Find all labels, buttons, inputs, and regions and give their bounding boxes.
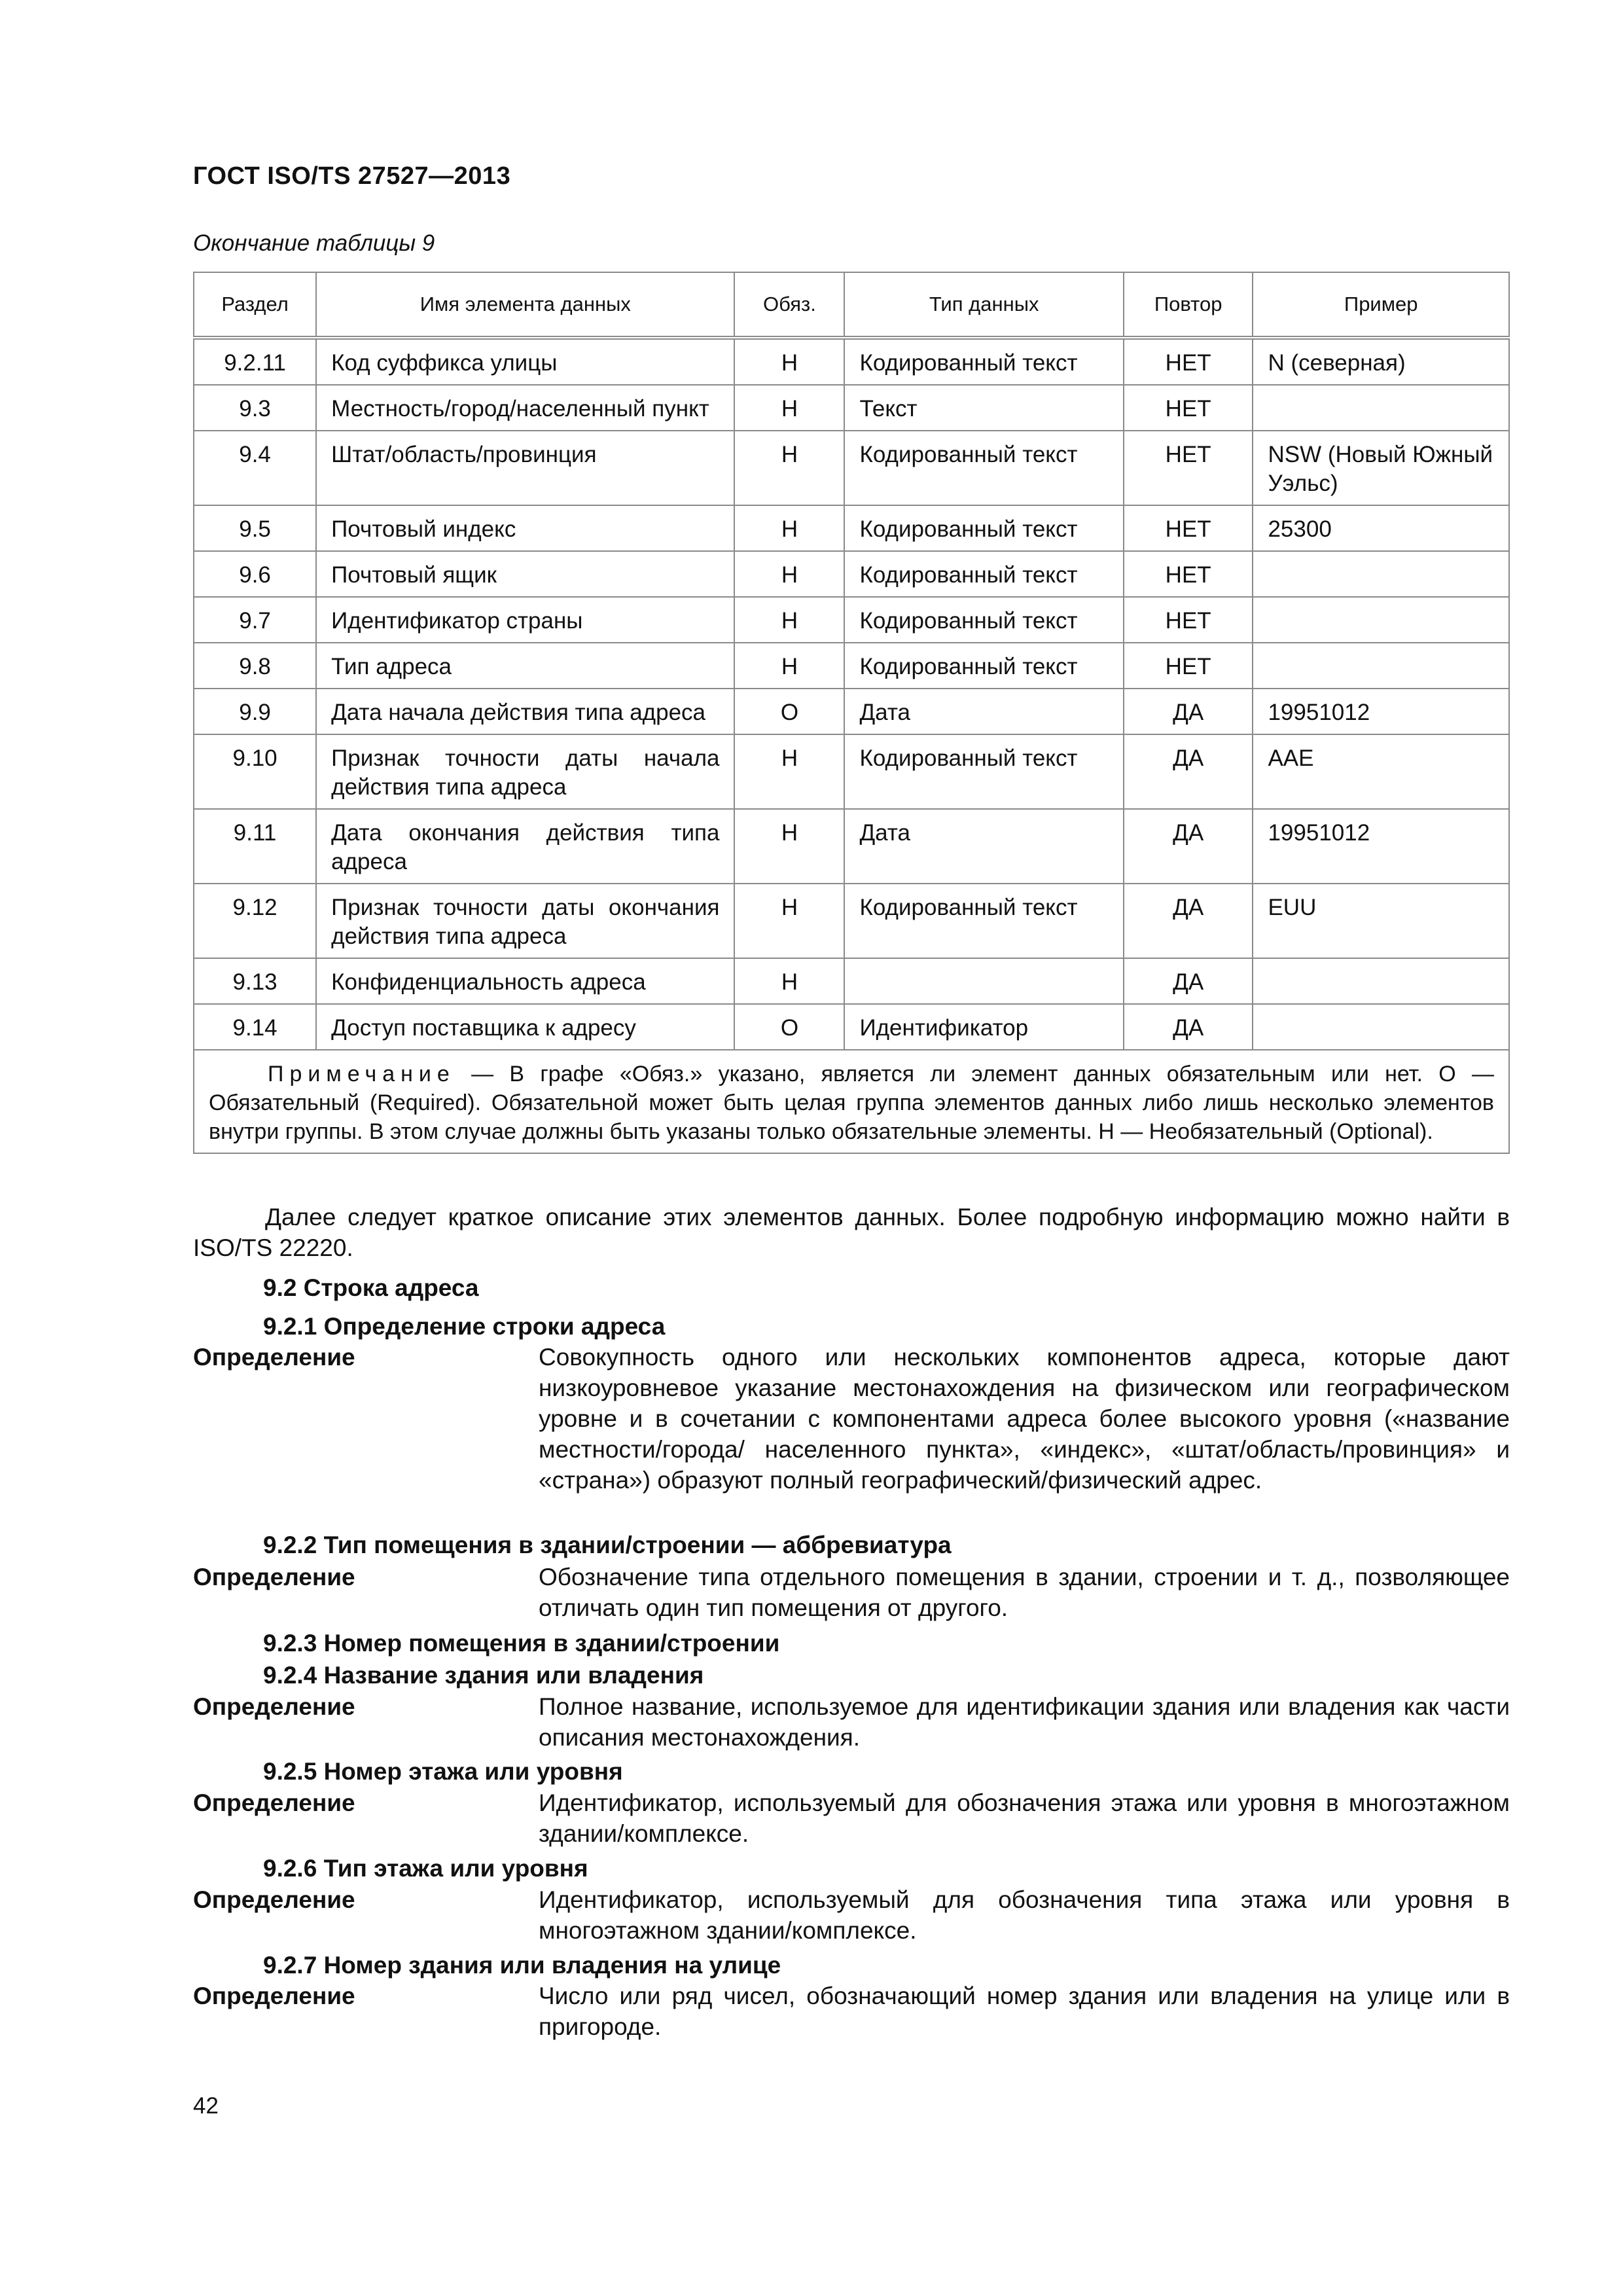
cell-section: 9.9 bbox=[194, 689, 316, 734]
table-note bbox=[194, 1050, 1509, 1153]
cell-required: Н bbox=[734, 884, 844, 958]
note-label: Примечание bbox=[268, 1062, 455, 1086]
cell-repeat: ДА bbox=[1124, 809, 1253, 884]
cell-section: 9.10 bbox=[194, 734, 316, 809]
cell-name: Дата начала действия типа адреса bbox=[316, 689, 734, 734]
cell-type: Кодированный текст bbox=[844, 643, 1123, 689]
table-row bbox=[194, 1004, 1509, 1050]
cell-type: Кодированный текст bbox=[844, 734, 1123, 809]
cell-name: Штат/область/провинция bbox=[316, 431, 734, 505]
definition-text: Совокупность одного или нескольких компонентов адреса, которые дают низкоуровневое указание местонахождения на физическом или географическом уровне и в сочетании с компонентами адреса более высокого уровня («название местности/города/ населенного пункта», «индекс», «штат/область/провинция» и «страна») образуют полный географический/физический адрес. bbox=[539, 1344, 1510, 1494]
cell-example bbox=[1253, 551, 1509, 597]
definition-label: Определение bbox=[193, 1886, 355, 1913]
cell-type: Идентификатор bbox=[844, 1004, 1123, 1050]
column-header: Тип данных bbox=[844, 272, 1123, 338]
column-header: Обяз. bbox=[734, 272, 844, 338]
document-title: ГОСТ ISO/TS 27527—2013 bbox=[193, 162, 511, 190]
cell-type: Текст bbox=[844, 385, 1123, 431]
cell-repeat: ДА bbox=[1124, 884, 1253, 958]
cell-name: Признак точности даты начала действия типа адреса bbox=[316, 734, 734, 809]
cell-required: Н bbox=[734, 643, 844, 689]
cell-name: Почтовый индекс bbox=[316, 505, 734, 551]
column-header: Пример bbox=[1253, 272, 1509, 338]
section-heading: 9.2 Строка адреса bbox=[263, 1274, 479, 1301]
cell-type: Кодированный текст bbox=[844, 884, 1123, 958]
cell-required: О bbox=[734, 689, 844, 734]
cell-example: EUU bbox=[1253, 884, 1509, 958]
subsection-heading: 9.2.5 Номер этажа или уровня bbox=[263, 1758, 623, 1785]
cell-example bbox=[1253, 597, 1509, 643]
cell-section: 9.4 bbox=[194, 431, 316, 505]
table-row bbox=[194, 385, 1509, 431]
cell-name: Почтовый ящик bbox=[316, 551, 734, 597]
page-number: 42 bbox=[193, 2093, 219, 2119]
cell-type: Кодированный текст bbox=[844, 505, 1123, 551]
data-elements-table bbox=[193, 272, 1510, 1154]
cell-example bbox=[1253, 958, 1509, 1004]
intro-paragraph: Далее следует краткое описание этих элементов данных. Более подробную информацию можно найти в ISO/TS 22220. bbox=[193, 1204, 1510, 1261]
definition-text: Идентификатор, используемый для обозначения типа этажа или уровня в многоэтажном здании/комплексе. bbox=[539, 1886, 1510, 1944]
column-header: Раздел bbox=[194, 272, 316, 338]
cell-section: 9.8 bbox=[194, 643, 316, 689]
table-note-row bbox=[194, 1050, 1509, 1153]
cell-section: 9.14 bbox=[194, 1004, 316, 1050]
cell-type: Кодированный текст bbox=[844, 338, 1123, 385]
cell-required: Н bbox=[734, 958, 844, 1004]
cell-required: О bbox=[734, 1004, 844, 1050]
cell-required: Н bbox=[734, 734, 844, 809]
table-row bbox=[194, 734, 1509, 809]
definition-label: Определение bbox=[193, 1564, 355, 1590]
cell-example bbox=[1253, 1004, 1509, 1050]
definition-text: Идентификатор, используемый для обозначения этажа или уровня в многоэтажном здании/комплексе. bbox=[539, 1789, 1510, 1847]
subsection-heading: 9.2.7 Номер здания или владения на улице bbox=[263, 1952, 781, 1979]
cell-section: 9.6 bbox=[194, 551, 316, 597]
cell-required: Н bbox=[734, 338, 844, 385]
cell-required: Н bbox=[734, 809, 844, 884]
cell-type: Кодированный текст bbox=[844, 551, 1123, 597]
table-row bbox=[194, 431, 1509, 505]
definition-label: Определение bbox=[193, 1344, 355, 1371]
cell-type: Кодированный текст bbox=[844, 597, 1123, 643]
cell-example: N (северная) bbox=[1253, 338, 1509, 385]
cell-repeat: НЕТ bbox=[1124, 431, 1253, 505]
cell-repeat: ДА bbox=[1124, 689, 1253, 734]
table-row bbox=[194, 958, 1509, 1004]
table-caption: Окончание таблицы 9 bbox=[193, 230, 435, 256]
cell-name: Местность/город/населенный пункт bbox=[316, 385, 734, 431]
cell-name: Конфиденциальность адреса bbox=[316, 958, 734, 1004]
cell-section: 9.12 bbox=[194, 884, 316, 958]
cell-section: 9.11 bbox=[194, 809, 316, 884]
cell-name: Тип адреса bbox=[316, 643, 734, 689]
definition-label: Определение bbox=[193, 1982, 355, 2009]
cell-type bbox=[844, 958, 1123, 1004]
cell-repeat: НЕТ bbox=[1124, 385, 1253, 431]
cell-repeat: НЕТ bbox=[1124, 597, 1253, 643]
subsection-heading: 9.2.4 Название здания или владения bbox=[263, 1662, 704, 1689]
cell-section: 9.5 bbox=[194, 505, 316, 551]
table-row bbox=[194, 505, 1509, 551]
cell-example: 19951012 bbox=[1253, 689, 1509, 734]
cell-example bbox=[1253, 385, 1509, 431]
table-row bbox=[194, 689, 1509, 734]
note-text: — В графе «Обяз.» указано, является ли элемент данных обязательным или нет. О — Обязательный (Required). Обязательной может быть целая группа элементов данных либо лишь несколько элементов внутри группы. В этом случае должны быть указаны только обязательные элементы. Н — Необязательный (Optional). bbox=[209, 1062, 1494, 1144]
definition-label: Определение bbox=[193, 1693, 355, 1720]
cell-section: 9.2.11 bbox=[194, 338, 316, 385]
cell-required: Н bbox=[734, 385, 844, 431]
cell-repeat: НЕТ bbox=[1124, 643, 1253, 689]
cell-name: Дата окончания действия типа адреса bbox=[316, 809, 734, 884]
cell-repeat: ДА bbox=[1124, 1004, 1253, 1050]
subsection-heading: 9.2.6 Тип этажа или уровня bbox=[263, 1855, 588, 1882]
cell-type: Кодированный текст bbox=[844, 431, 1123, 505]
table-row bbox=[194, 338, 1509, 385]
subsection-heading: 9.2.3 Номер помещения в здании/строении bbox=[263, 1630, 780, 1657]
cell-repeat: НЕТ bbox=[1124, 338, 1253, 385]
cell-type: Дата bbox=[844, 809, 1123, 884]
cell-example: NSW (Новый Южный Уэльс) bbox=[1253, 431, 1509, 505]
cell-example: 25300 bbox=[1253, 505, 1509, 551]
column-header: Имя элемента данных bbox=[316, 272, 734, 338]
cell-repeat: НЕТ bbox=[1124, 505, 1253, 551]
subsection-heading: 9.2.2 Тип помещения в здании/строении — аббревиатура bbox=[263, 1532, 952, 1558]
cell-repeat: ДА bbox=[1124, 958, 1253, 1004]
cell-name: Доступ поставщика к адресу bbox=[316, 1004, 734, 1050]
cell-required: Н bbox=[734, 597, 844, 643]
cell-example bbox=[1253, 643, 1509, 689]
table-row bbox=[194, 597, 1509, 643]
cell-required: Н bbox=[734, 505, 844, 551]
subsection-heading: 9.2.1 Определение строки адреса bbox=[263, 1313, 666, 1340]
table-header-row bbox=[194, 272, 1509, 338]
cell-section: 9.13 bbox=[194, 958, 316, 1004]
definition-text: Обозначение типа отдельного помещения в здании, строении и т. д., позволяющее отличать один тип помещения от другого. bbox=[539, 1564, 1510, 1621]
cell-name: Идентификатор страны bbox=[316, 597, 734, 643]
table-row bbox=[194, 551, 1509, 597]
cell-example: AAE bbox=[1253, 734, 1509, 809]
table-row bbox=[194, 809, 1509, 884]
table-row bbox=[194, 884, 1509, 958]
definition-text: Число или ряд чисел, обозначающий номер здания или владения на улице или в пригороде. bbox=[539, 1982, 1510, 2040]
cell-repeat: НЕТ bbox=[1124, 551, 1253, 597]
definition-label: Определение bbox=[193, 1789, 355, 1816]
cell-name: Признак точности даты окончания действия типа адреса bbox=[316, 884, 734, 958]
table-row bbox=[194, 643, 1509, 689]
cell-type: Дата bbox=[844, 689, 1123, 734]
cell-section: 9.7 bbox=[194, 597, 316, 643]
column-header: Повтор bbox=[1124, 272, 1253, 338]
definition-text: Полное название, используемое для идентификации здания или владения как части описания местонахождения. bbox=[539, 1693, 1510, 1751]
cell-name: Код суффикса улицы bbox=[316, 338, 734, 385]
cell-required: Н bbox=[734, 431, 844, 505]
cell-example: 19951012 bbox=[1253, 809, 1509, 884]
cell-repeat: ДА bbox=[1124, 734, 1253, 809]
cell-section: 9.3 bbox=[194, 385, 316, 431]
cell-required: Н bbox=[734, 551, 844, 597]
